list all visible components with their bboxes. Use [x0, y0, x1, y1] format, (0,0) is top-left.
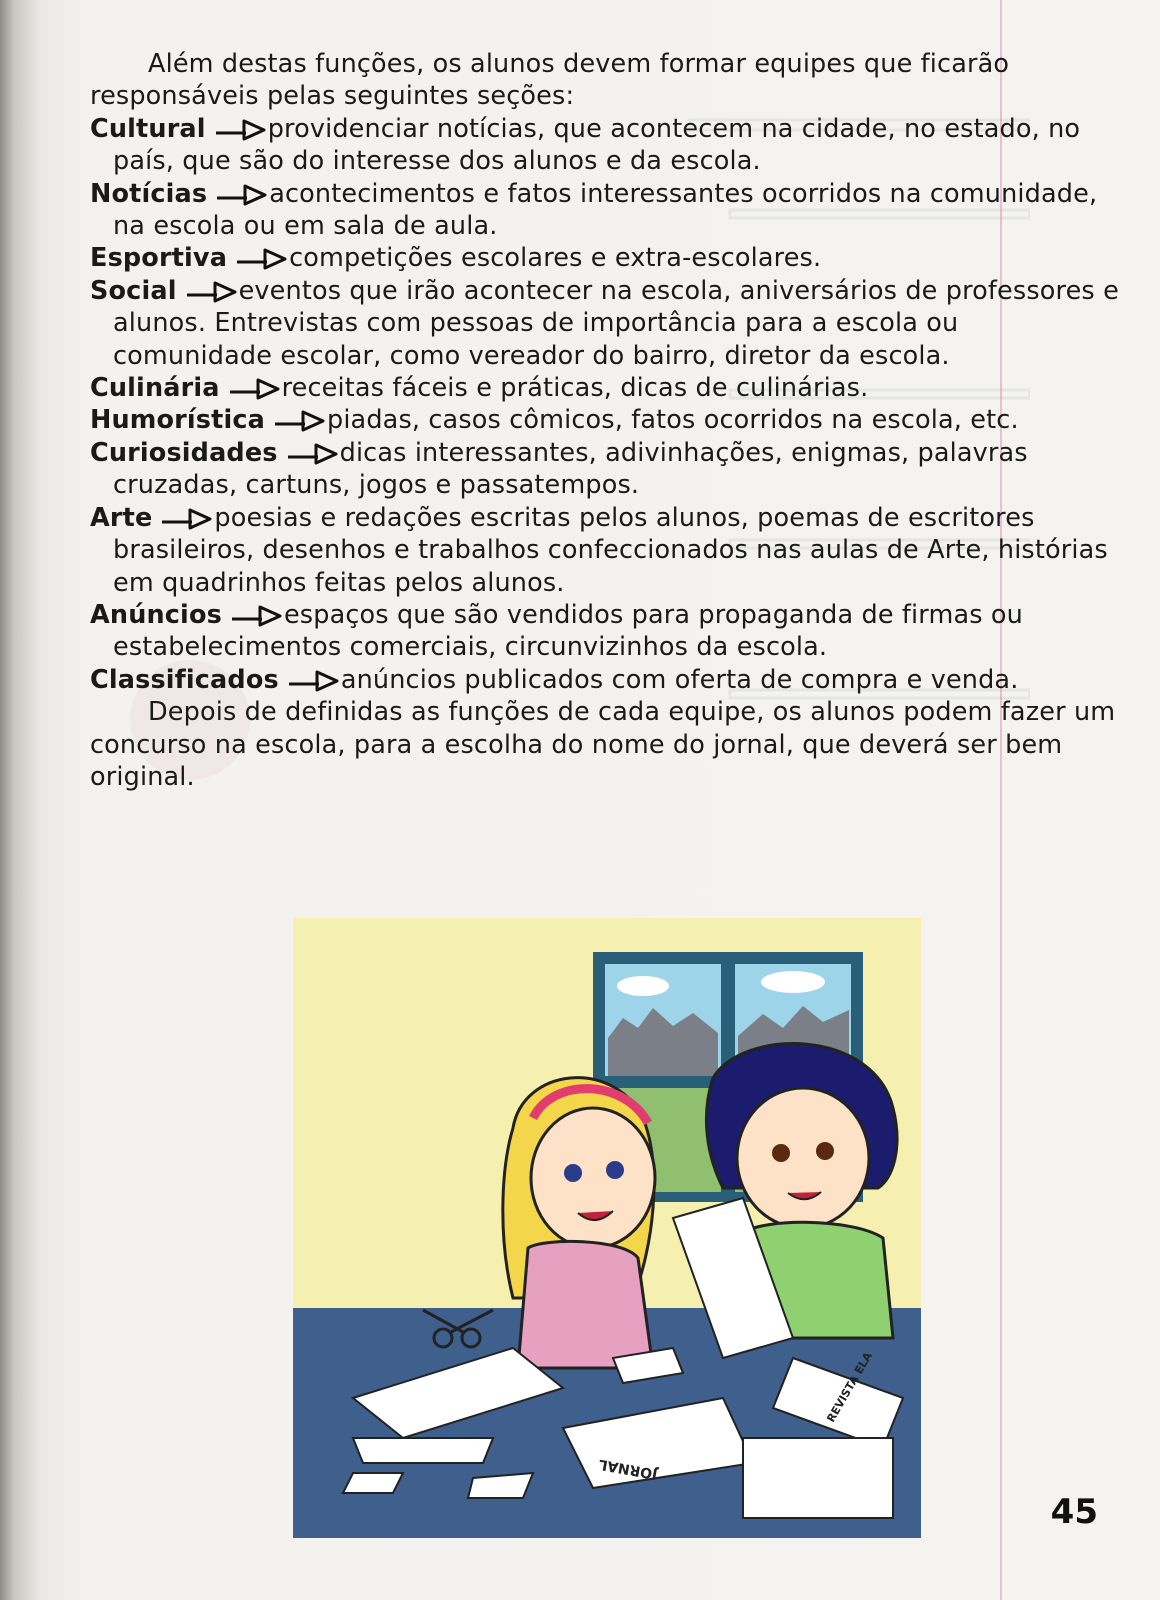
section-description: acontecimentos e fatos interessantes ocorridos na comunidade, na escola ou em sala de aula. [113, 178, 1098, 242]
section-entry [90, 372, 1122, 404]
section-term: Arte [90, 502, 153, 533]
section-description: espaços que são vendidos para propaganda de firmas ou estabelecimentos comerciais, circunvizinhos da escola. [113, 599, 1023, 663]
jornal-label: JORNAL [597, 1455, 659, 1482]
section-description: eventos que irão acontecer na escola, aniversários de professores e alunos. Entrevistas com pessoas de importância para a escola ou comunidade escolar, como vereador do bairro, diretor da escola. [113, 275, 1119, 371]
section-description: receitas fáceis e práticas, dicas de culinárias. [281, 373, 869, 404]
section-entry [90, 502, 1122, 599]
section-term: Esportiva [90, 243, 228, 274]
section-term: Cultural [90, 113, 206, 144]
intro-paragraph: Além destas funções, os alunos devem formar equipes que ficarão responsáveis pelas seguintes seções: [90, 49, 1010, 112]
section-entry [90, 599, 1122, 664]
sections-list [90, 113, 1122, 696]
section-entry [90, 113, 1122, 178]
section-description: dicas interessantes, adivinhações, enigmas, palavras cruzadas, cartuns, jogos e passatempos. [113, 437, 1028, 501]
article-text [90, 48, 1122, 793]
arrow-right-icon [273, 408, 325, 434]
section-description: competições escolares e extra-escolares. [289, 243, 822, 274]
section-term: Humorística [90, 405, 265, 436]
section-description: anúncios publicados com oferta de compra e venda. [340, 664, 1019, 695]
section-term: Notícias [90, 178, 208, 209]
illustration-svg [293, 918, 921, 1538]
closing-paragraph: Depois de definidas as funções de cada equipe, os alunos podem fazer um concurso na escola, para a escolha do nome do jornal, que deverá ser bem original. [90, 697, 1116, 792]
section-term: Classificados [90, 664, 279, 695]
arrow-right-icon [214, 117, 266, 143]
section-term: Anúncios [90, 599, 222, 630]
section-description: piadas, casos cômicos, fatos ocorridos na escola, etc. [326, 405, 1019, 436]
section-term: Curiosidades [90, 437, 278, 468]
section-description: poesias e redações escritas pelos alunos, poemas de escritores brasileiros, desenhos e trabalhos confeccionados nas aulas de Arte, histórias em quadrinhos feitas pelos alunos. [113, 502, 1108, 598]
arrow-right-icon [215, 182, 267, 208]
arrow-right-icon [160, 506, 212, 532]
girl-figure [503, 1078, 655, 1368]
arrow-right-icon [185, 279, 237, 305]
arrow-right-icon [235, 246, 287, 272]
arrow-right-icon [286, 441, 338, 467]
section-entry [90, 664, 1122, 696]
arrow-right-icon [228, 376, 280, 402]
section-description: providenciar notícias, que acontecem na cidade, no estado, no país, que são do interesse dos alunos e da escola. [113, 113, 1081, 177]
revista-label: REVISTA ELA [824, 1349, 875, 1425]
page-number: 45 [1050, 1492, 1098, 1532]
section-entry [90, 275, 1122, 372]
section-entry [90, 404, 1122, 436]
section-term: Social [90, 275, 177, 306]
illustration-kids-making-newspaper [293, 918, 921, 1538]
section-entry [90, 242, 1122, 274]
arrow-right-icon [230, 603, 282, 629]
arrow-right-icon [287, 668, 339, 694]
section-entry [90, 437, 1122, 502]
section-term: Culinária [90, 373, 220, 404]
section-entry [90, 178, 1122, 243]
